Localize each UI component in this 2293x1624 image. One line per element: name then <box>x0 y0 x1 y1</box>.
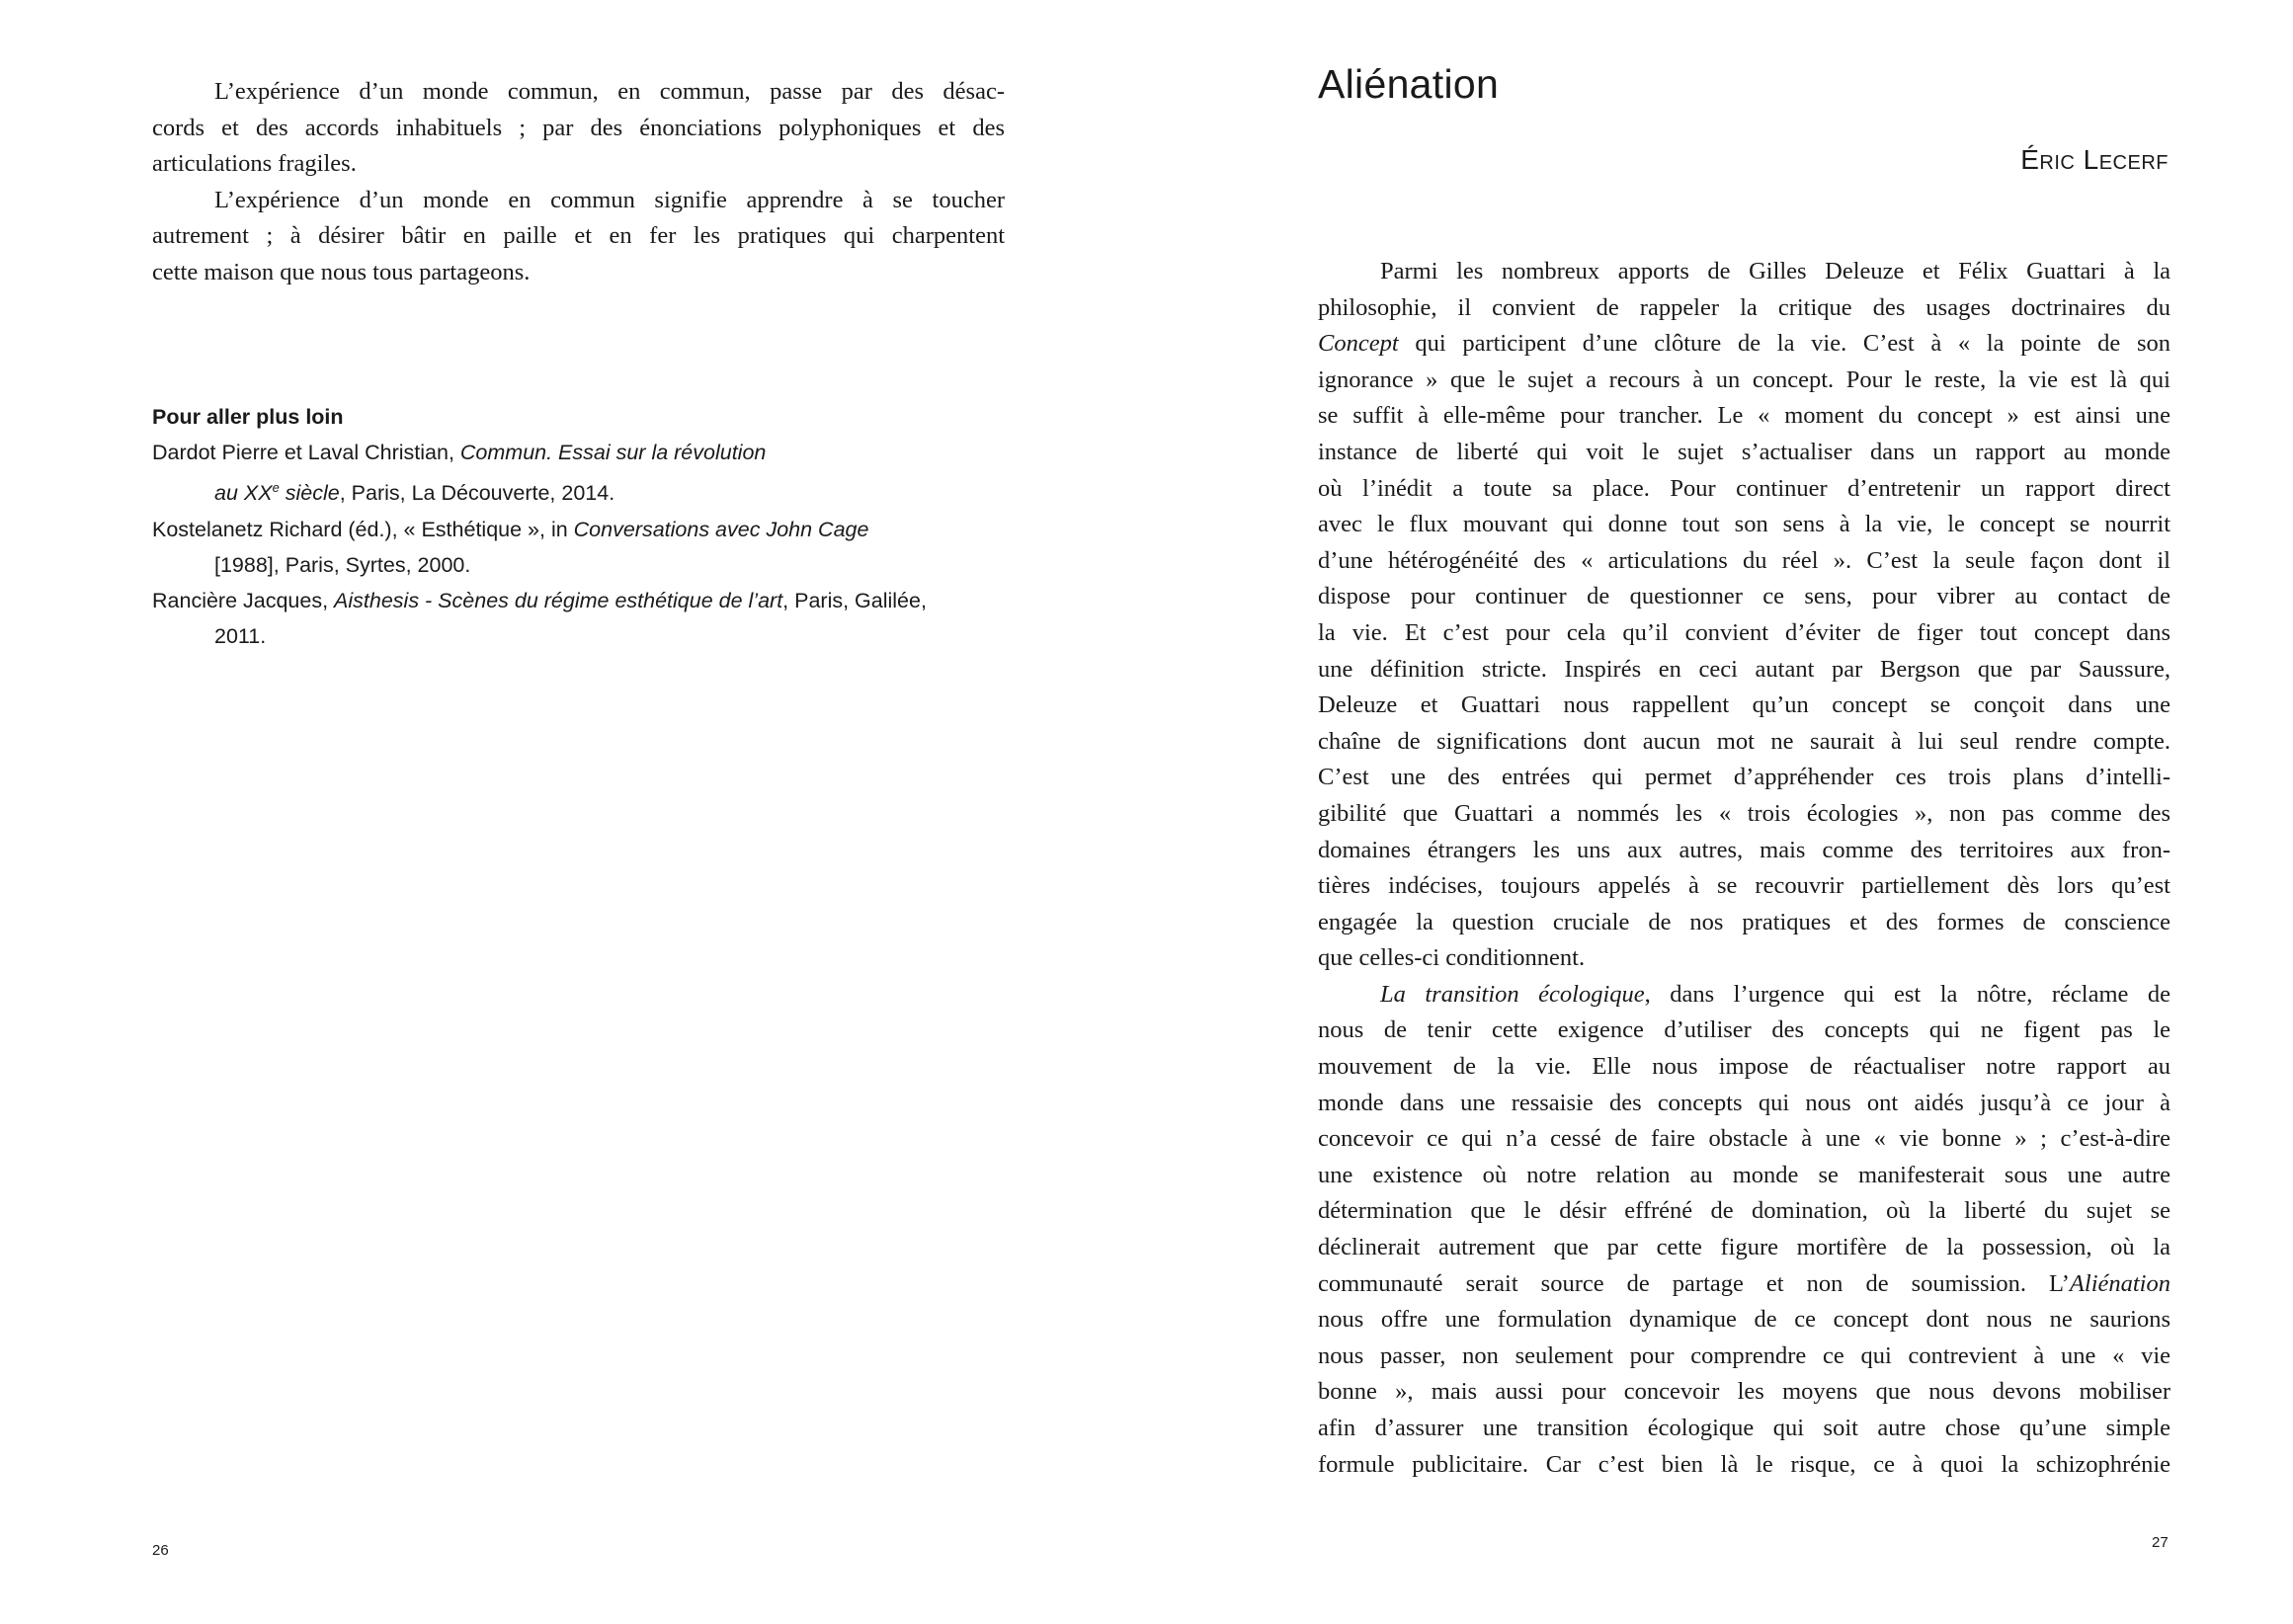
text-line <box>1318 1193 2170 1230</box>
text-segment: autrement ; à désirer bâtir en paille et en fer les pratiques qui charpentent <box>152 222 1005 250</box>
text-line <box>1318 398 2170 435</box>
text-segment: gibilité que Guattari a nommés les « trois écologies », non pas comme des <box>1318 799 2170 827</box>
text-line <box>1318 688 2170 724</box>
text-line <box>1318 1374 2170 1411</box>
text-segment: se suffit à elle-même pour trancher. Le « moment du concept » est ainsi une <box>1318 402 2170 430</box>
text-line <box>1318 1339 2170 1375</box>
text-line <box>1318 1266 2170 1303</box>
text-segment: cords et des accords inhabituels ; par des énonciations polyphoniques et des <box>152 114 1005 141</box>
text-line <box>152 255 1005 291</box>
page-number-left: 26 <box>152 1542 169 1559</box>
bibliography-list <box>152 435 1022 654</box>
text-line <box>1318 290 2170 327</box>
chapter-author: Éric Lecerf <box>2020 144 2169 175</box>
text-segment: une définition stricte. Inspirés en ceci autant par Bergson que par Saussure, <box>1318 655 2170 683</box>
text-segment: , dans l’urgence qui est la nôtre, réclame de <box>1644 980 2170 1008</box>
text-segment: tières indécises, toujours appelés à se recouvrir partiellement dès lors qu’est <box>1318 872 2170 900</box>
text-segment: qui participent d’une clôture de la vie. C’est à « la pointe de son <box>1398 330 2170 358</box>
text-segment: C’est une des entrées qui permet d’appréhender ces trois plans d’intelli- <box>1318 764 2170 791</box>
text-segment: d’une hétérogénéité des « articulations du réel ». C’est la seule façon dont il <box>1318 546 2170 574</box>
text-segment: philosophie, il convient de rappeler la critique des usages doctrinaires du <box>1318 293 2170 321</box>
italic-text: Aliénation <box>2069 1269 2170 1297</box>
chapter-title: Aliénation <box>1318 61 1500 107</box>
text-line <box>1318 1049 2170 1086</box>
text-segment: L’expérience d’un monde en commun signifie apprendre à se toucher <box>214 186 1005 213</box>
left-page-body-text <box>152 74 1005 291</box>
text-line <box>1318 652 2170 689</box>
text-line <box>152 218 1005 255</box>
text-line <box>1318 1121 2170 1158</box>
text-line <box>1318 363 2170 399</box>
text-line <box>152 111 1005 147</box>
text-segment: où l’inédit a toute sa place. Pour continuer d’entretenir un rapport direct <box>1318 474 2170 502</box>
text-segment: formule publicitaire. Car c’est bien là le risque, ce à quoi la schizophrénie <box>1318 1450 2170 1478</box>
text-line <box>152 74 1005 111</box>
italic-text: La transition écologique <box>1380 980 1645 1008</box>
italic-text: e <box>272 480 280 496</box>
text-segment: engagée la question cruciale de nos pratiques et des formes de conscience <box>1318 908 2170 935</box>
text-line <box>152 512 1022 547</box>
text-segment: nous passer, non seulement pour comprendre ce qui contrevient à une « vie <box>1318 1341 2170 1369</box>
text-segment: L’expérience d’un monde commun, en commun, passe par des désac- <box>214 78 1005 105</box>
italic-text: Conversations avec John Cage <box>573 517 869 541</box>
text-line <box>1318 1302 2170 1339</box>
text-line <box>1318 471 2170 508</box>
italic-text: au XX <box>214 481 273 506</box>
text-segment: , Paris, La Découverte, 2014. <box>339 481 615 506</box>
text-segment: dispose pour continuer de questionner ce sens, pour vibrer au contact de <box>1318 583 2170 610</box>
text-line <box>1318 254 2170 290</box>
text-line <box>1318 1013 2170 1049</box>
bibliography-entry-continuation <box>152 470 1022 511</box>
text-segment: que celles-ci conditionnent. <box>1318 944 1586 972</box>
text-line <box>1318 724 2170 761</box>
text-segment: détermination que le désir effréné de domination, où la liberté du sujet se <box>1318 1197 2170 1225</box>
text-line <box>152 435 1022 470</box>
text-line <box>152 146 1005 183</box>
bibliography-entry-continuation <box>152 618 1022 654</box>
text-segment: chaîne de significations dont aucun mot ne saurait à lui seul rendre compte. <box>1318 727 2170 755</box>
text-line <box>1318 326 2170 363</box>
text-line <box>1318 615 2170 652</box>
text-segment: mouvement de la vie. Elle nous impose de réactualiser notre rapport au <box>1318 1053 2170 1081</box>
text-line <box>1318 579 2170 615</box>
text-segment: communauté serait source de partage et non de soumission. L’ <box>1318 1269 2070 1297</box>
page-number-right: 27 <box>2152 1534 2169 1551</box>
text-segment: bonne », mais aussi pour concevoir les moyens que nous devons mobiliser <box>1318 1378 2170 1406</box>
text-segment: nous offre une formulation dynamique de ce concept dont nous ne saurions <box>1318 1306 2170 1334</box>
text-segment: domaines étrangers les uns aux autres, mais comme des territoires aux fron- <box>1318 836 2170 863</box>
text-segment: concevoir ce qui n’a cessé de faire obstacle à une « vie bonne » ; c’est-à-dire <box>1318 1125 2170 1153</box>
italic-text: Aisthesis - Scènes du régime esthétique de l’art <box>334 589 783 613</box>
text-line <box>1318 760 2170 796</box>
text-segment: déclinerait autrement que par cette figure mortifère de la possession, où la <box>1318 1234 2170 1261</box>
text-line <box>1318 1230 2170 1266</box>
text-line <box>1318 905 2170 941</box>
text-line <box>152 583 1022 618</box>
text-segment: , Paris, Galilée, <box>782 589 927 613</box>
text-segment: [1988], Paris, Syrtes, 2000. <box>214 552 471 577</box>
italic-text: Commun. Essai sur la révolution <box>459 441 767 465</box>
further-reading-heading: Pour aller plus loin <box>152 405 344 429</box>
text-line <box>1318 507 2170 543</box>
text-segment: Dardot Pierre et Laval Christian, <box>152 441 460 465</box>
text-segment: Rancière Jacques, <box>152 589 335 613</box>
text-segment: avec le flux mouvant qui donne tout son sens à la vie, le concept se nourrit <box>1318 511 2170 538</box>
text-segment: Deleuze et Guattari nous rappellent qu’un concept se conçoit dans une <box>1318 691 2170 719</box>
text-line <box>152 183 1005 219</box>
text-line <box>1318 868 2170 905</box>
text-line <box>1318 1158 2170 1194</box>
text-line <box>1318 435 2170 471</box>
text-line <box>1318 1411 2170 1447</box>
bibliography-entry-continuation <box>152 547 1022 583</box>
text-segment: la vie. Et c’est pour cela qu’il convient d’éviter de figer tout concept dans <box>1318 618 2170 646</box>
text-segment: afin d’assurer une transition écologique qui soit autre chose qu’une simple <box>1318 1415 2170 1441</box>
text-line <box>1318 796 2170 833</box>
text-segment: instance de liberté qui voit le sujet s’actualiser dans un rapport au monde <box>1318 438 2170 465</box>
text-segment: articulations fragiles. <box>152 150 357 178</box>
further-reading-section <box>152 399 1022 655</box>
text-segment: ignorance » que le sujet a recours à un concept. Pour le reste, la vie est là qui <box>1318 365 2170 393</box>
text-line <box>1318 940 2170 977</box>
text-segment: Kostelanetz Richard (éd.), « Esthétique », in <box>152 517 574 541</box>
text-segment: nous de tenir cette exigence d’utiliser des concepts qui ne figent pas le <box>1318 1016 2170 1044</box>
text-segment: une existence où notre relation au monde se manifesterait sous une autre <box>1318 1161 2170 1188</box>
italic-text: siècle <box>279 481 340 506</box>
text-line <box>1318 833 2170 869</box>
text-segment: cette maison que nous tous partageons. <box>152 258 531 285</box>
text-segment: Parmi les nombreux apports de Gilles Deleuze et Félix Guattari à la <box>1380 258 2170 284</box>
text-line <box>1318 1447 2170 1484</box>
text-segment: monde dans une ressaisie des concepts qui nous ont aidés jusqu’à ce jour à <box>1318 1089 2170 1116</box>
text-segment: 2011. <box>214 624 267 649</box>
text-line <box>1318 1086 2170 1122</box>
italic-text: Concept <box>1318 330 1399 358</box>
text-line <box>1318 543 2170 580</box>
text-line <box>1318 977 2170 1014</box>
right-page-body-text <box>1318 254 2170 1483</box>
